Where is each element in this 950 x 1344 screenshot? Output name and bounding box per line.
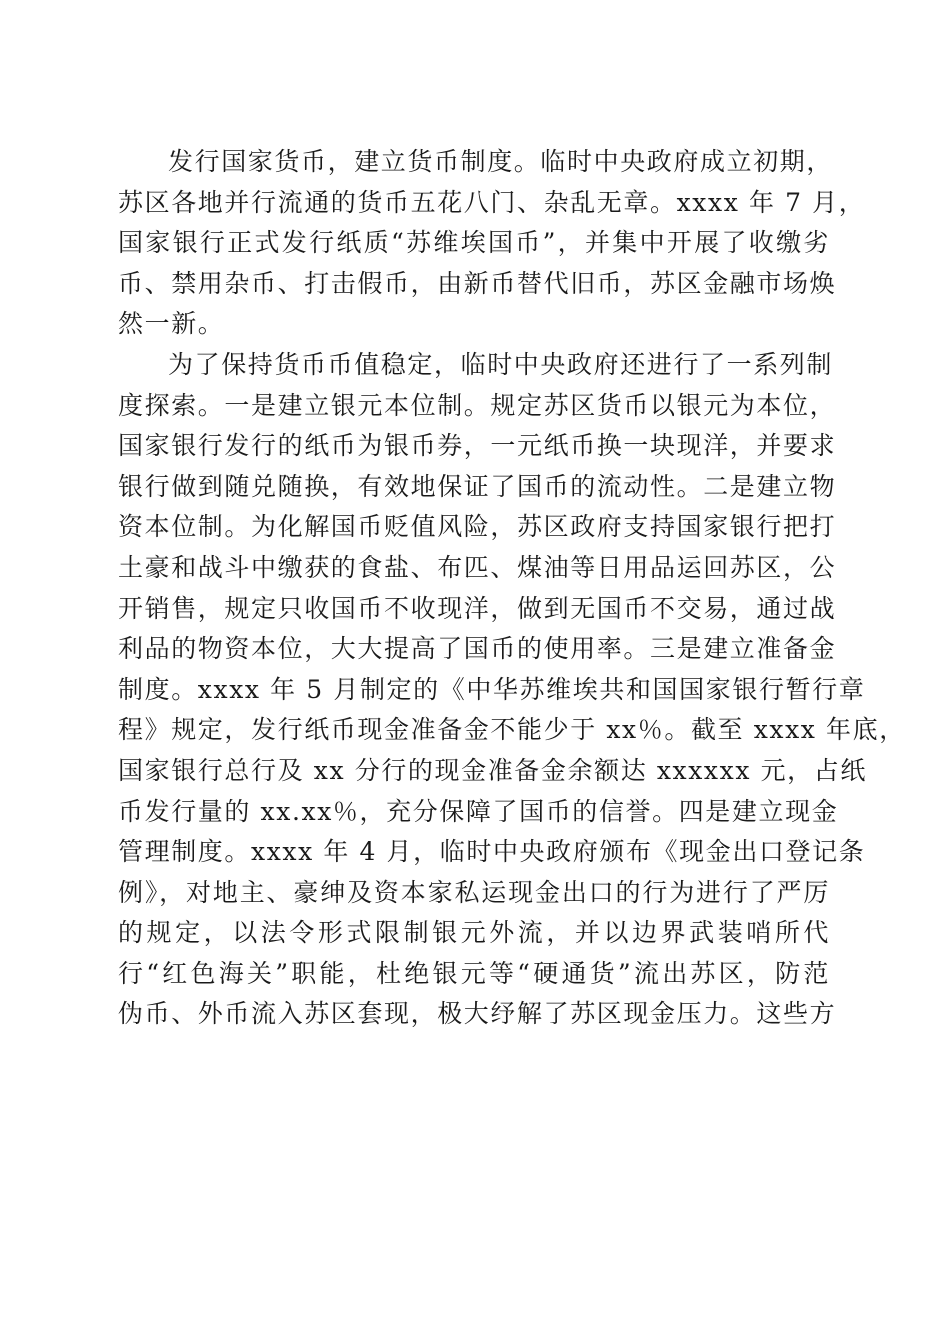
text-line: 发行国家货币，建立货币制度。临时中央政府成立初期， xyxy=(168,147,834,176)
text-line: 苏区各地并行流通的货币五花八门、杂乱无章。xxxx 年 7 月， xyxy=(118,187,866,217)
paragraph-currency-issuance xyxy=(118,142,866,345)
text-line: 管理制度。xxxx 年 4 月，临时中央政府颁布《现金出口登记条 xyxy=(118,837,866,867)
text-line: 例》，对地主、豪绅及资本家私运现金出口的行为进行了严厉 xyxy=(118,877,830,907)
text-line: 银行做到随兑随换，有效地保证了国币的流动性。二是建立物 xyxy=(118,471,837,501)
document-body xyxy=(118,142,906,1035)
text-line: 土豪和战斗中缴获的食盐、布匹、煤油等日用品运回苏区，公 xyxy=(118,552,837,582)
text-line: 开销售，规定只收国币不收现洋，做到无国币不交易，通过战 xyxy=(118,593,837,623)
text-line: 币、禁用杂币、打击假币，由新币替代旧币，苏区金融市场焕 xyxy=(118,268,837,298)
text-line: 资本位制。为化解国币贬值风险，苏区政府支持国家银行把打 xyxy=(118,512,837,542)
text-line: 国家银行发行的纸币为银币券，一元纸币换一块现洋，并要求 xyxy=(118,431,837,461)
text-line: 度探索。一是建立银元本位制。规定苏区货币以银元为本位， xyxy=(118,390,837,420)
text-line: 然一新。 xyxy=(118,309,225,339)
text-line: 为了保持货币币值稳定，临时中央政府还进行了一系列制 xyxy=(168,349,834,379)
text-line: 制度。xxxx 年 5 月制定的《中华苏维埃共和国国家银行暂行章 xyxy=(118,674,866,704)
text-line: 利品的物资本位，大大提高了国币的使用率。三是建立准备金 xyxy=(118,634,837,664)
text-line: 国家银行正式发行纸质“苏维埃国币”，并集中开展了收缴劣 xyxy=(118,228,830,258)
text-line: 的规定，以法令形式限制银元外流，并以边界武装哨所代 xyxy=(118,918,830,948)
text-line: 币发行量的 xx.xx％，充分保障了国币的信誉。四是建立现金 xyxy=(118,796,839,826)
text-line: 行“红色海关”职能，杜绝银元等“硬通货”流出苏区，防范 xyxy=(118,958,830,988)
text-line: 程》规定，发行纸币现金准备金不能少于 xx％。截至 xxxx 年底， xyxy=(118,715,906,745)
paragraph-currency-stability xyxy=(118,345,906,1035)
text-line: 伪币、外币流入苏区套现，极大纾解了苏区现金压力。这些方 xyxy=(118,999,837,1029)
text-line: 国家银行总行及 xx 分行的现金准备金余额达 xxxxxx 元，占纸 xyxy=(118,755,867,785)
